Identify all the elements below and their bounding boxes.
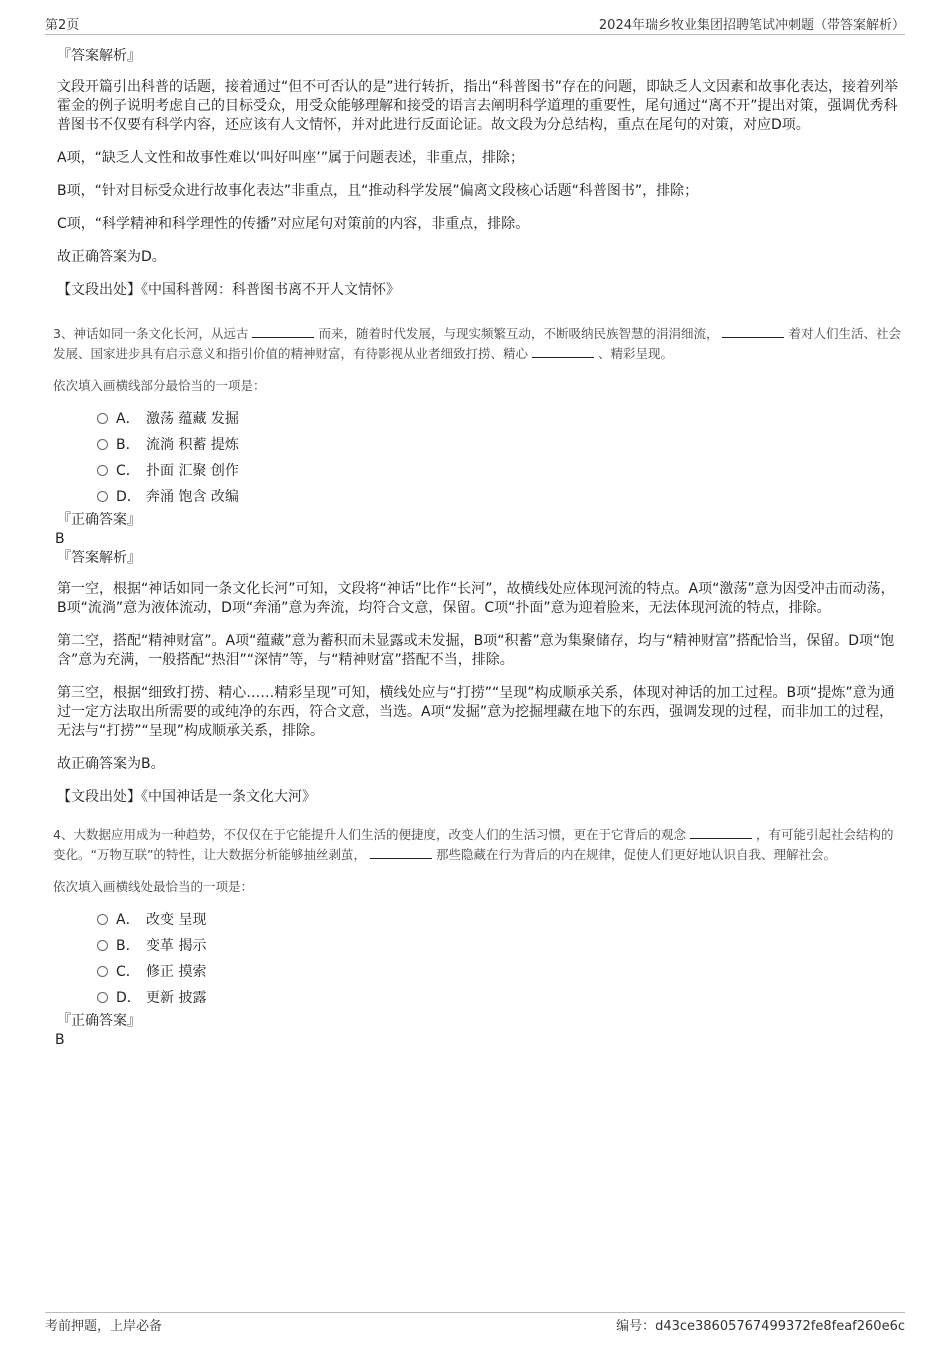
fill-blank [722, 325, 784, 338]
question-3-text: 3、神话如同一条文化长河，从远古 而来，随着时代发展，与现实频繁互动，不断吸纳民族智慧的涓涓细流， 着对人们生活、社会发展、国家进步具有启示意义和指引价值的精神财富，有待影视从业者细致打捞、精心 、精彩呈现。 [53, 326, 901, 361]
radio-button[interactable] [97, 992, 108, 1003]
option-c[interactable]: C． 扑面 汇聚 创作 [97, 458, 902, 484]
option-c[interactable]: C． 修正 摸索 [97, 959, 902, 985]
radio-button[interactable] [97, 413, 108, 424]
radio-button[interactable] [97, 914, 108, 925]
radio-button[interactable] [97, 465, 108, 476]
analysis-heading: 『答案解析』 [57, 550, 141, 566]
radio-button[interactable] [97, 491, 108, 502]
option-b[interactable]: B． 变革 揭示 [97, 933, 902, 959]
option-b[interactable]: B． 流淌 积蓄 提炼 [97, 432, 902, 458]
option-a[interactable]: A． 改变 呈现 [97, 907, 902, 933]
page-footer [45, 1312, 905, 1339]
correct-answer-value: B [55, 531, 65, 547]
fill-blank [690, 826, 752, 839]
radio-button[interactable] [97, 940, 108, 951]
page-header [45, 10, 905, 35]
question-3-instruction: 依次填入画横线部分最恰当的一项是： [53, 378, 266, 393]
option-d[interactable]: D． 更新 披露 [97, 985, 902, 1011]
analysis-paragraph: 第二空，搭配“精神财富”。A项“蕴藏”意为蓄积而未显露或未发掘，B项“积蓄”意为集聚储存，均与“精神财富”搭配恰当，保留。D项“饱含”意为充满，一般搭配“热泪”“深情”等，与“精神财富”搭配不当，排除。 [57, 633, 895, 668]
document-title: 2024年瑞乡牧业集团招聘笔试冲刺题（带答案解析） [598, 18, 905, 33]
analysis-paragraph: B项，“针对目标受众进行故事化表达”非重点，且“推动科学发展”偏离文段核心话题“科普图书”，排除； [57, 183, 699, 199]
footer-slogan: 考前押题，上岸必备 [45, 1319, 163, 1334]
correct-answer-statement: 故正确答案为D。 [57, 249, 166, 265]
option-d[interactable]: D． 奔涌 饱含 改编 [97, 484, 902, 510]
radio-button[interactable] [97, 439, 108, 450]
page-number: 第2页 [45, 18, 80, 33]
analysis-paragraph: 第三空，根据“细致打捞、精心……精彩呈现”可知，横线处应与“打捞”“呈现”构成顺承关系，体现对神话的加工过程。B项“提炼”意为通过一定方法取出所需要的或纯净的东西，符合文意，当选。A项“发掘”意为挖掘埋藏在地下的东西，强调发现的过程，而非加工的过程，无法与“打捞”“呈现”构成顺承关系，排除。 [57, 685, 895, 739]
fill-blank [252, 325, 314, 338]
source-citation: 【文段出处】《中国神话是一条文化大河》 [57, 789, 316, 805]
option-a[interactable]: A． 激荡 蕴藏 发掘 [97, 406, 902, 432]
fill-blank [370, 846, 432, 859]
analysis-heading: 『答案解析』 [57, 48, 141, 64]
question-4-text: 4、大数据应用成为一种趋势，不仅仅在于它能提升人们生活的便捷度，改变人们的生活习惯，更在于它背后的观念 ，有可能引起社会结构的变化。“万物互联”的特性，让大数据分析能够抽丝剥茧， 那些隐藏在行为背后的内在规律，促使人们更好地认识自我、理解社会。 [53, 827, 894, 862]
question-4-instruction: 依次填入画横线处最恰当的一项是： [53, 879, 254, 894]
source-citation: 【文段出处】《中国科普网：科普图书离不开人文情怀》 [57, 282, 400, 298]
correct-answer-value: B [55, 1032, 65, 1048]
radio-button[interactable] [97, 966, 108, 977]
analysis-paragraph: C项，“科学精神和科学理性的传播”对应尾句对策前的内容，非重点，排除。 [57, 216, 530, 232]
analysis-paragraph: 文段开篇引出科普的话题，接着通过“但不可否认的是”进行转折，指出“科普图书”存在的问题，即缺乏人文因素和故事化表达，接着列举霍金的例子说明考虑自己的目标受众，用受众能够理解和接受的语言去阐明科学道理的重要性，尾句通过“离不开”提出对策，强调优秀科普图书不仅要有科学内容，还应该有人文情怀，并对此进行反面论证。故文段为分总结构，重点在尾句的对策，对应D项。 [57, 79, 899, 133]
document-id: 编号：d43ce38605767499372fe8feaf260e6c [616, 1319, 905, 1334]
document-body [53, 46, 902, 1049]
fill-blank [532, 345, 594, 358]
question-4-options [57, 907, 902, 1011]
question-3-options [57, 406, 902, 510]
analysis-paragraph: A项，“缺乏人文性和故事性难以‘叫好叫座’”属于问题表述，非重点，排除； [57, 150, 524, 166]
correct-answer-heading: 『正确答案』 [57, 512, 141, 528]
correct-answer-statement: 故正确答案为B。 [57, 756, 165, 772]
correct-answer-heading: 『正确答案』 [57, 1013, 141, 1029]
analysis-paragraph: 第一空，根据“神话如同一条文化长河”可知，文段将“神话”比作“长河”，故横线处应体现河流的特点。A项“激荡”意为因受冲击而动荡，B项“流淌”意为液体流动，D项“奔涌”意为奔流，均符合文意，保留。C项“扑面”意为迎着脸来，无法体现河流的特点，排除。 [57, 581, 895, 616]
